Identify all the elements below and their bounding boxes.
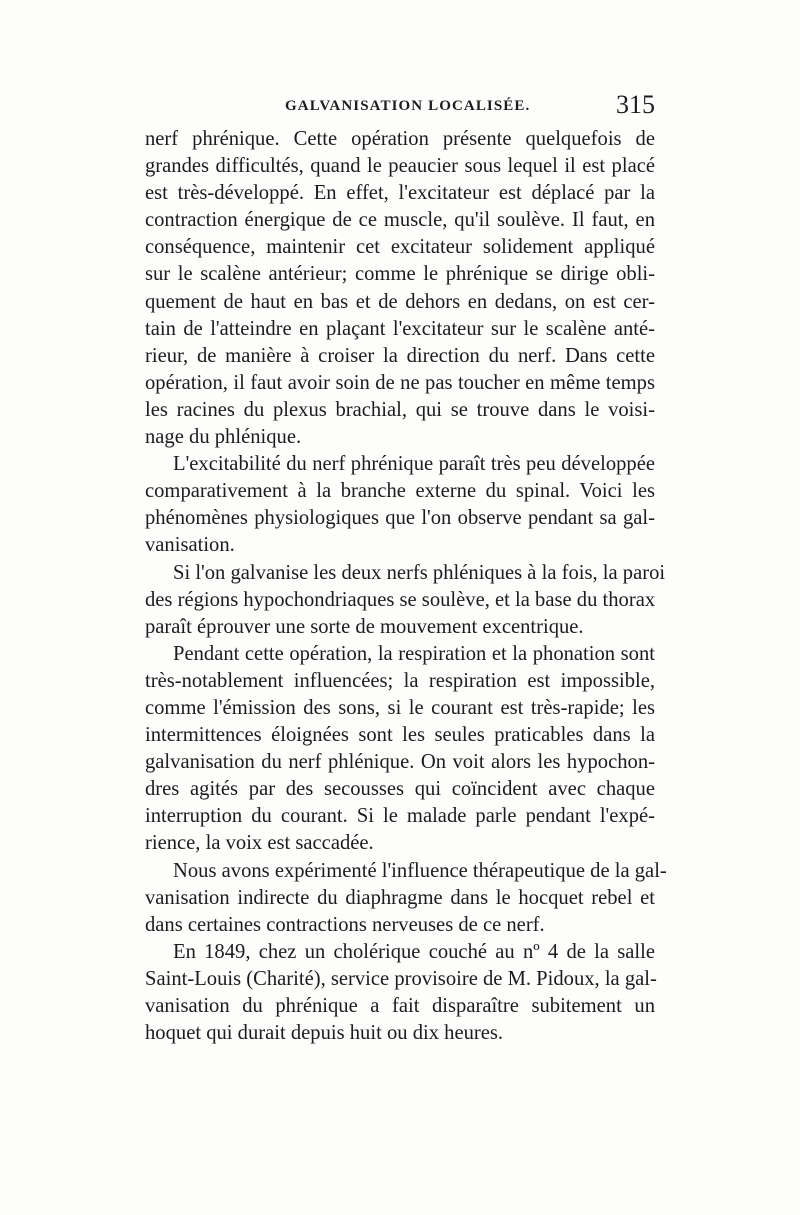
text-line: Saint-Louis (Charité), service provisoire de M. Pidoux, la gal- — [145, 967, 657, 990]
text-line: Pendant cette opération, la respiration et la phonation sont — [173, 642, 655, 665]
text-line: L'excitabilité du nerf phrénique paraît très peu développée — [173, 453, 655, 476]
text-line: rience, la voix est saccadée. — [145, 832, 374, 855]
text-line: opération, il faut avoir soin de ne pas toucher en même temps — [145, 371, 655, 394]
paragraph-3 — [145, 560, 666, 641]
text-line: les racines du plexus brachial, qui se trouve dans le voisi- — [145, 398, 655, 421]
text-line: nerf phrénique. Cette opération présente quelquefois de — [145, 128, 655, 150]
text-line: dres agités par des secousses qui coïncident avec chaque — [145, 778, 655, 801]
text-line: vanisation. — [145, 534, 235, 557]
text-line: vanisation indirecte du diaphragme dans le hocquet rebel et — [145, 886, 655, 909]
text-line: conséquence, maintenir cet excitateur solidement appliqué — [145, 236, 655, 259]
running-title: GALVANISATION LOCALISÉE. — [285, 98, 531, 114]
text-line: tain de l'atteindre en plaçant l'excitateur sur le scalène anté- — [145, 317, 655, 340]
text-line: Si l'on galvanise les deux nerfs phléniques à la fois, la paroi — [173, 561, 666, 584]
paragraph-4 — [145, 641, 655, 858]
page-number: 315 — [616, 90, 655, 119]
text-line: grandes difficultés, quand le peaucier sous lequel il est placé — [145, 155, 655, 178]
text-line: contraction énergique de ce muscle, qu'il soulève. Il faut, en — [145, 209, 655, 232]
text-line: vanisation du phrénique a fait disparaître subitement un — [145, 995, 655, 1017]
text-line: hoquet qui durait depuis huit ou dix heures. — [145, 1022, 504, 1045]
paragraph-1 — [145, 126, 655, 451]
text-line: est très-développé. En effet, l'excitateur est déplacé par la — [145, 182, 655, 205]
paragraph-2 — [145, 451, 655, 559]
text-line: comme l'émission des sons, si le courant est très-rapide; les — [145, 696, 655, 719]
text-line: interruption du courant. Si le malade parle pendant l'expé- — [145, 805, 655, 828]
text-line: rieur, de manière à croiser la direction du nerf. Dans cette — [145, 344, 655, 367]
text-line: très-notablement influencées; la respiration est impossible, — [145, 669, 655, 692]
running-head — [145, 92, 655, 126]
text-line: nage du phlénique. — [145, 426, 302, 449]
text-line: sur le scalène antérieur; comme le phrénique se dirige obli- — [145, 263, 655, 286]
text-line: paraît éprouver une sorte de mouvement excentrique. — [145, 615, 584, 638]
text-line: galvanisation du nerf phlénique. On voit alors les hypochon- — [145, 751, 655, 774]
text-line: des régions hypochondriaques se soulève, et la base du thorax — [145, 588, 656, 611]
body-text — [145, 126, 667, 1047]
text-line: quement de haut en bas et de dehors en dedans, on est cer- — [145, 290, 655, 313]
text-line: Nous avons expérimenté l'influence thérapeutique de la gal- — [173, 859, 667, 882]
text-line: dans certaines contractions nerveuses de ce nerf. — [145, 913, 545, 936]
text-line: phénomènes physiologiques que l'on observe pendant sa gal- — [145, 507, 655, 530]
text-line: En 1849, chez un cholérique couché au nº 4 de la salle — [173, 940, 655, 963]
text-line: comparativement à la branche externe du spinal. Voici les — [145, 480, 655, 503]
paragraph-5 — [145, 858, 667, 939]
paragraph-6 — [145, 939, 655, 1047]
text-line: intermittences éloignées sont les seules praticables dans la — [145, 724, 655, 747]
